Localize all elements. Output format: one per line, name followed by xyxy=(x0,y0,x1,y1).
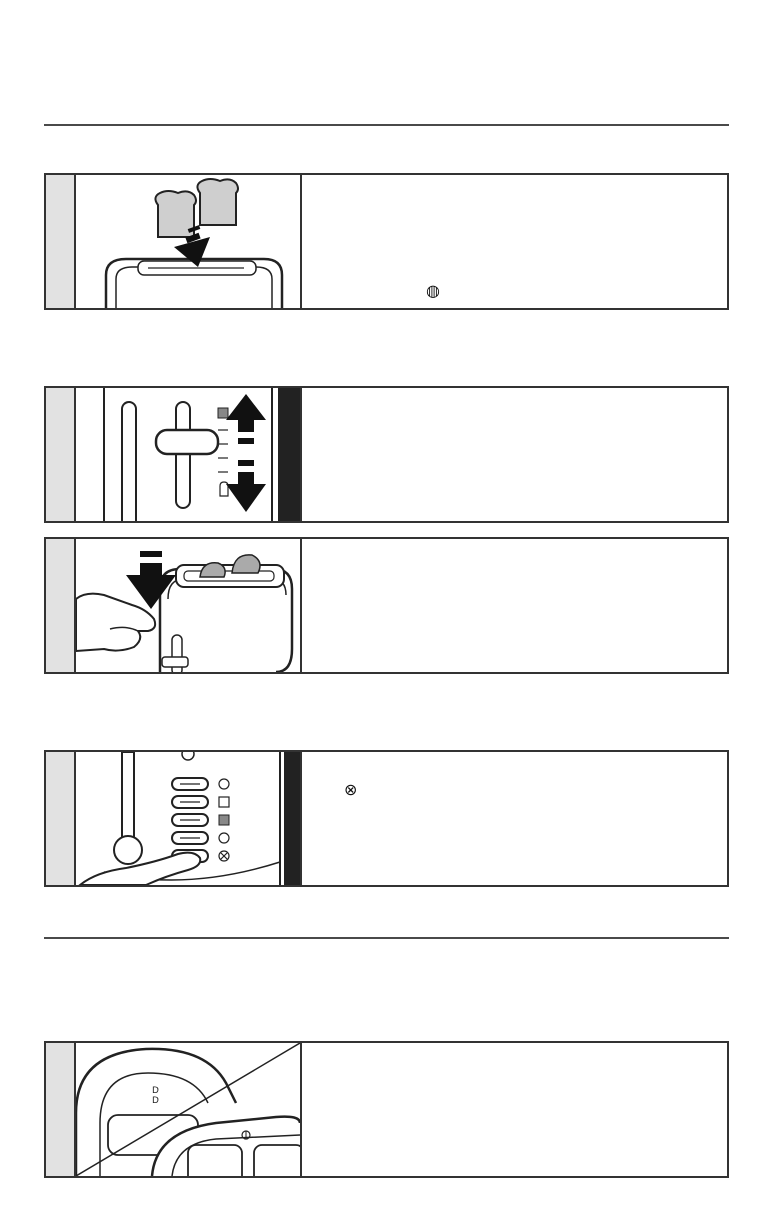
step-tab xyxy=(46,752,76,885)
function-buttons-illustration xyxy=(76,752,300,885)
step-text xyxy=(302,388,727,521)
step-illustration xyxy=(76,539,302,672)
step-illustration xyxy=(76,175,302,308)
step-shade-lever xyxy=(44,386,729,523)
section-divider-top xyxy=(44,124,729,126)
svg-text:D: D xyxy=(152,1096,159,1106)
toaster-icon xyxy=(160,555,292,672)
step-load-bread xyxy=(44,173,729,310)
hand-icon xyxy=(76,594,155,651)
step-text xyxy=(302,539,727,672)
step-tab xyxy=(46,175,76,308)
step-illustration xyxy=(76,1043,302,1176)
up-down-arrow-icon xyxy=(226,394,266,512)
step-illustration xyxy=(76,388,302,521)
lever-slot-icon xyxy=(122,402,136,521)
cancel-symbol-icon: ⊗ xyxy=(344,780,358,799)
toaster-load-bread-illustration xyxy=(76,175,300,308)
step-cancel xyxy=(44,750,729,887)
shade-lever-icon xyxy=(156,430,218,454)
step-tab xyxy=(46,1043,76,1176)
bagel-symbol-icon: ◍ xyxy=(426,281,440,300)
step-text xyxy=(302,175,727,308)
press-lever-illustration xyxy=(76,539,300,672)
step-bagel-slots xyxy=(44,1041,729,1178)
svg-text:D: D xyxy=(152,1086,159,1096)
step-tab xyxy=(46,539,76,672)
step-text xyxy=(302,1043,727,1176)
toaster-top-illustration xyxy=(76,1043,300,1176)
step-text xyxy=(302,752,727,885)
function-buttons-icon xyxy=(172,778,229,862)
step-press-lever xyxy=(44,537,729,674)
shade-lever-illustration xyxy=(76,388,300,521)
toaster-top-icon xyxy=(76,1043,300,1176)
section-divider-bottom xyxy=(44,937,729,939)
step-tab xyxy=(46,388,76,521)
step-illustration xyxy=(76,752,302,885)
